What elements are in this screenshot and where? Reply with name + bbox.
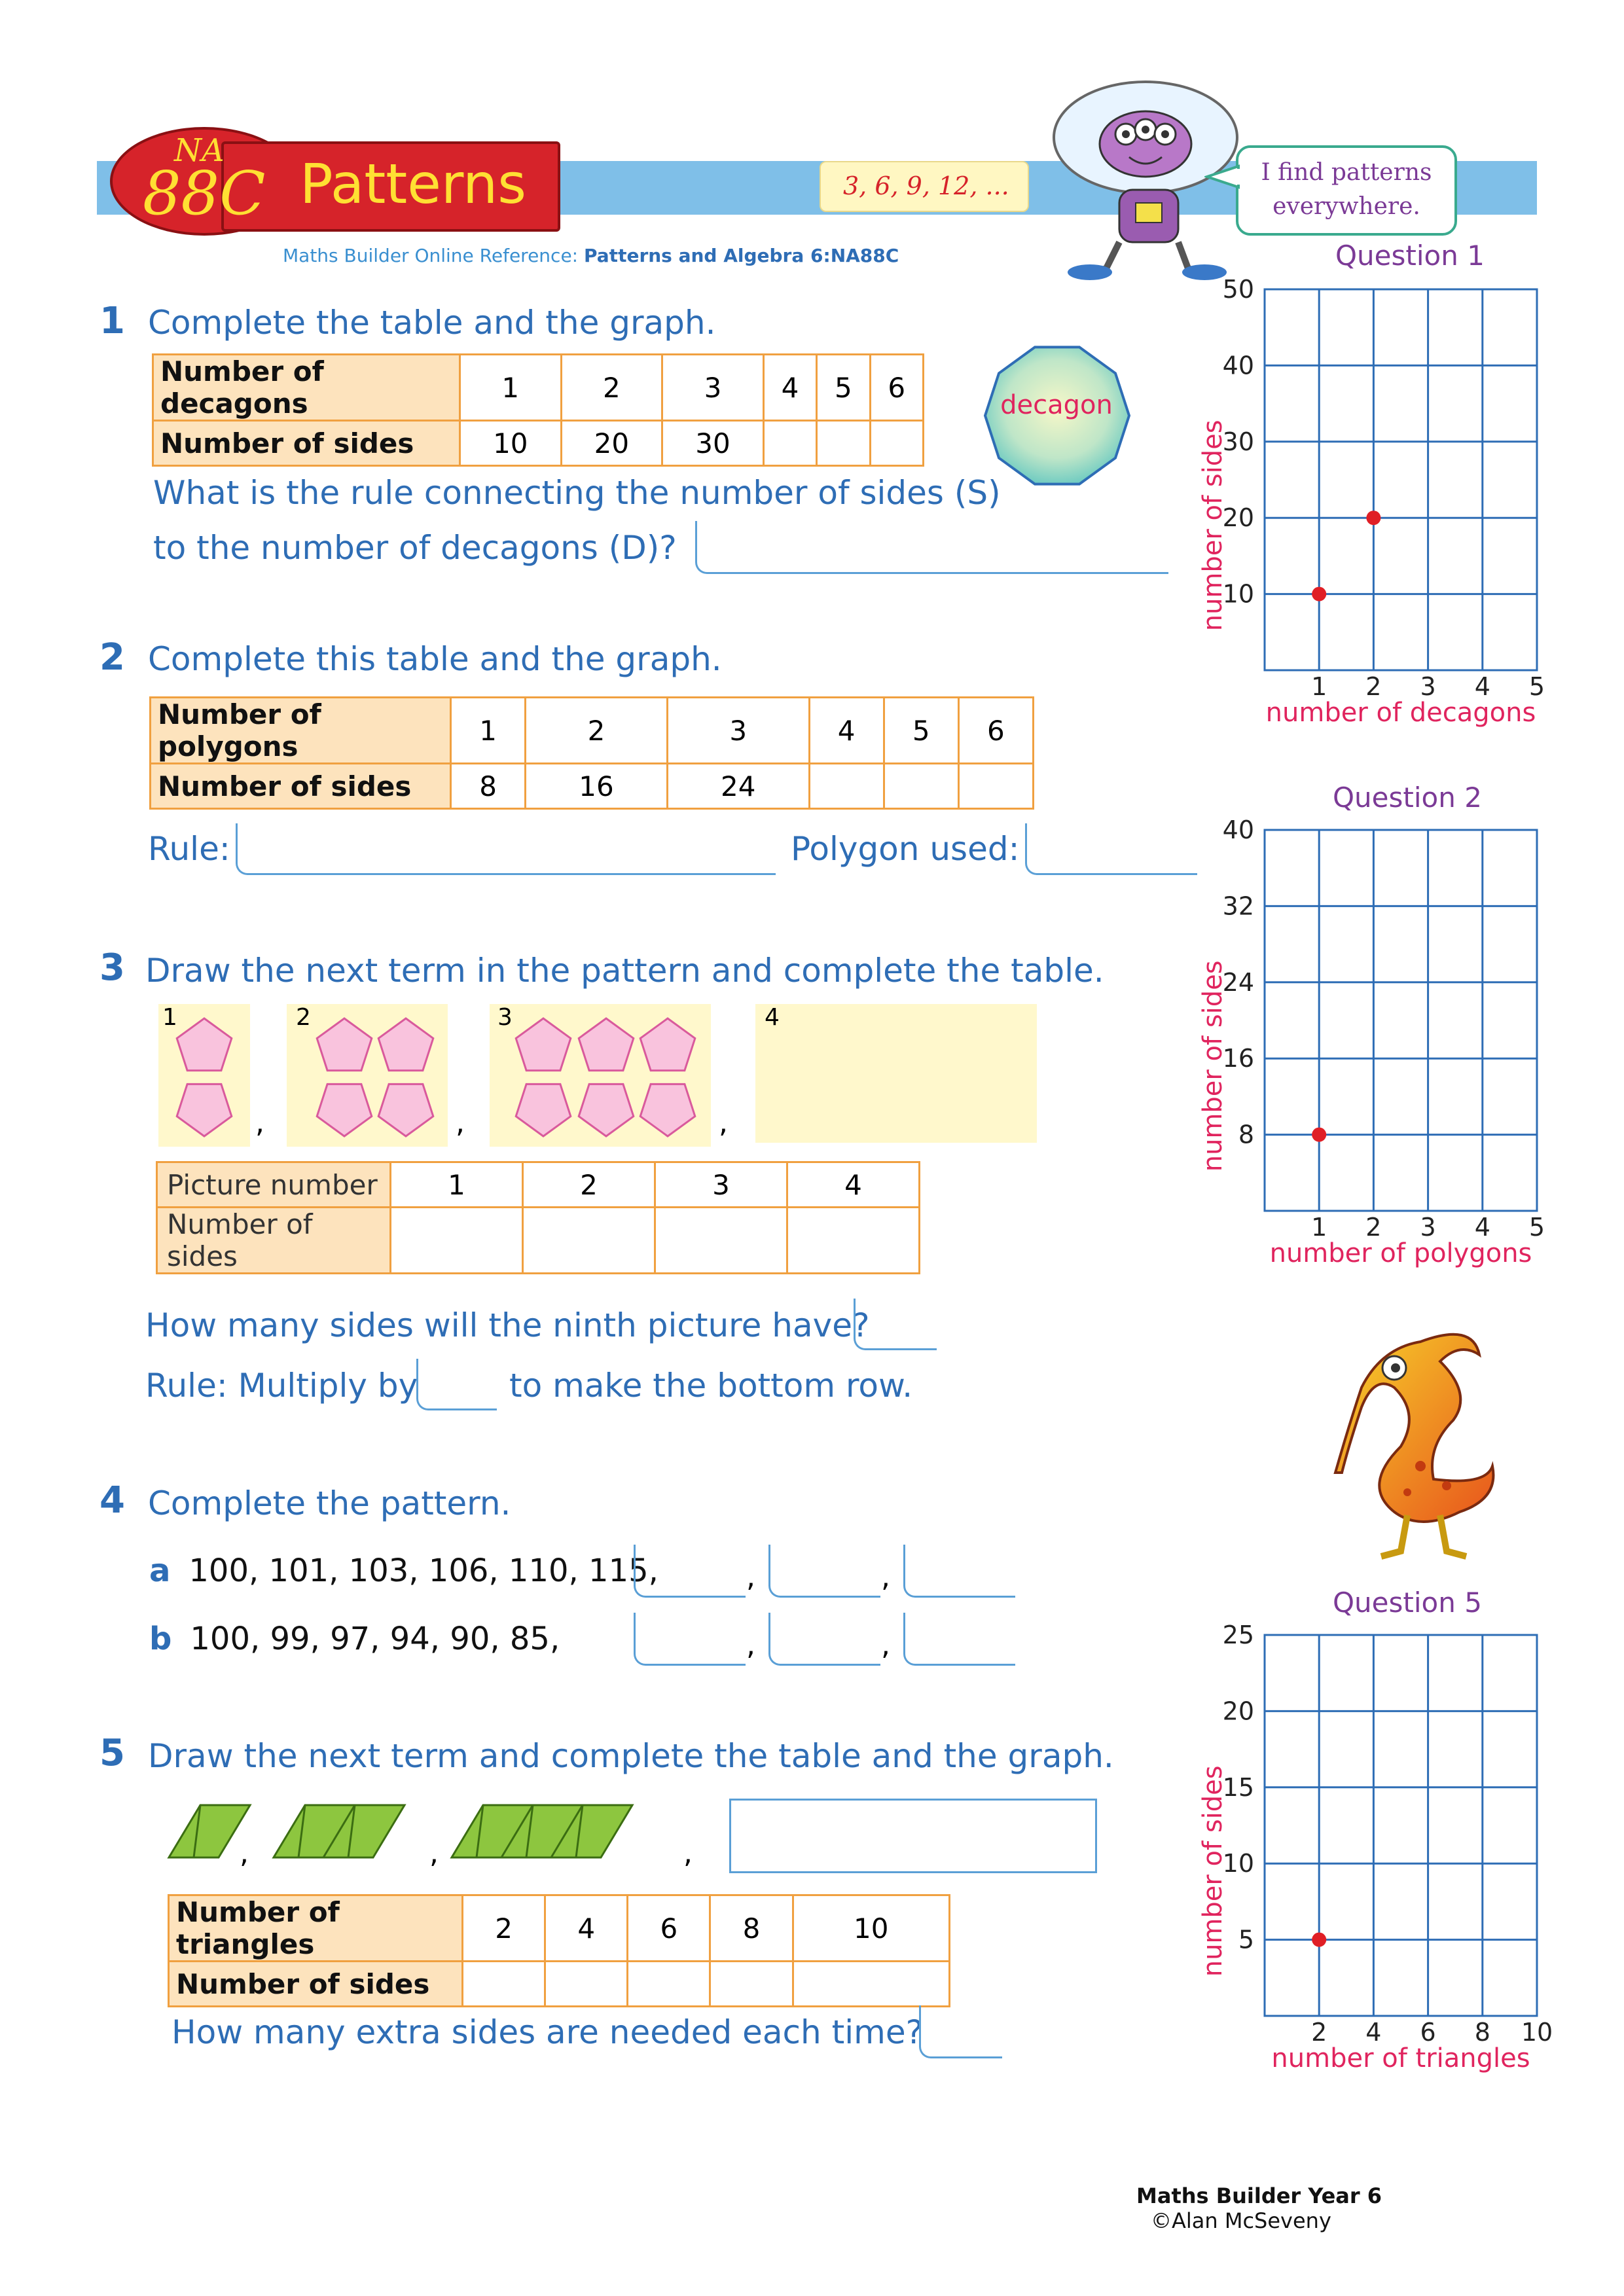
q2-cell: 8 [451,764,526,809]
graph-x-tick-label: 8 [1474,2018,1490,2047]
q3-cell: 4 [787,1162,920,1208]
graph-x-tick-label: 3 [1420,1213,1436,1242]
q3-cell: 2 [523,1162,655,1208]
graph-y-tick-label: 40 [1222,816,1254,844]
graph-frame [1265,830,1537,1211]
q2-polygon-answer-field[interactable] [1025,823,1197,875]
q5-cell: 10 [793,1895,950,1962]
q2-polygon-label: Polygon used: [791,830,1020,868]
graph-x-axis-label: number of polygons [1269,1238,1532,1268]
q2-cell: 1 [451,698,526,764]
q4a-answer-3[interactable] [903,1545,1015,1598]
graph-data-point [1366,511,1380,525]
graph1-title: Question 1 [1335,240,1485,272]
graph-x-tick-label: 3 [1420,672,1436,701]
q3-cell: 3 [655,1162,787,1208]
q5-table [168,1894,950,2007]
graph-y-tick-label: 20 [1222,503,1254,533]
graph-x-tick-label: 6 [1420,2018,1436,2047]
q3-instruction: Draw the next term in the pattern and complete the table. [145,952,1104,990]
q3-row2-label: Number of sides [157,1208,391,1274]
q3-number: 3 [99,946,125,989]
speech-bubble: I find patterns everywhere. [1236,145,1457,236]
q2-cell: 6 [958,698,1033,764]
q2-instruction: Complete this table and the graph. [148,640,722,678]
graph-x-axis-label: number of decagons [1265,698,1536,728]
graph-data-point [1312,1933,1326,1947]
q3-picture-2: 2 [287,1004,448,1147]
q5-answer-cell[interactable] [793,1962,950,2007]
q1-answer-cell[interactable] [870,421,923,466]
q5-cell: 4 [545,1895,628,1962]
q3-ninth-answer-field[interactable] [854,1299,937,1350]
q1-cell: 20 [561,421,662,466]
footer-copyright: ©Alan McSeveny [1151,2208,1331,2233]
q5-number: 5 [99,1732,125,1774]
q3-cell: 1 [391,1162,523,1208]
q3-row1-label: Picture number [157,1162,391,1208]
sequence-tag: 3, 6, 9, 12, ... [820,161,1029,212]
q4a-comma: , [746,1560,755,1594]
q1-cell: 1 [460,355,562,421]
q4a-letter: a [149,1552,171,1589]
q1-instruction: Complete the table and the graph. [148,304,716,342]
q2-answer-cell[interactable] [884,764,958,809]
graph-frame [1265,1635,1537,2016]
graph-y-tick-label: 40 [1222,351,1254,380]
graph3-title: Question 5 [1333,1587,1482,1619]
q5-answer-cell[interactable] [710,1962,793,2007]
graph-question-5[interactable] [1191,1621,1558,2092]
q4-instruction: Complete the pattern. [148,1484,511,1522]
q1-cell: 6 [870,355,923,421]
graph-data-point [1312,1128,1326,1142]
q4-number: 4 [99,1479,125,1522]
q5-cell: 2 [463,1895,545,1962]
q1-cell: 5 [817,355,870,421]
q5-row-triangles [169,1895,950,1962]
graph-x-tick-label: 4 [1365,2018,1382,2047]
graph-x-tick-label: 10 [1521,2018,1553,2047]
q5-answer-cell[interactable] [628,1962,710,2007]
q5-comma: , [683,1837,693,1870]
q1-cell: 10 [460,421,562,466]
q2-answer-cell[interactable] [958,764,1033,809]
badge-na: NA [174,132,225,169]
q4b-comma: , [881,1628,890,1662]
graph-x-tick-label: 4 [1474,1213,1490,1242]
q5-cell: 6 [628,1895,710,1962]
q5-question: How many extra sides are needed each time? [171,2013,924,2051]
q3-answer-cell[interactable] [787,1208,920,1274]
graph-question-1[interactable] [1191,275,1558,746]
graph-frame [1265,289,1537,670]
q5-triangle-pattern [0,0,720,1885]
q1-cell: 3 [662,355,764,421]
q5-row2-label: Number of sides [169,1962,463,2007]
q3-rule-prefix: Rule: Multiply by [145,1367,418,1405]
q1-answer-cell[interactable] [817,421,870,466]
q2-row2-label: Number of sides [151,764,451,809]
page-title: Patterns [300,152,526,216]
graph-y-tick-label: 50 [1222,275,1254,304]
q4a-sequence: a 100, 101, 103, 106, 110, 115, [149,1552,659,1589]
q4a-answer-2[interactable] [768,1545,880,1598]
graph-data-point [1312,587,1326,601]
q4b-answer-3[interactable] [903,1613,1015,1666]
q4a-comma: , [881,1560,890,1594]
triangle-strip-shape [169,1805,250,1857]
graph-y-tick-label: 10 [1222,579,1254,609]
q3-comma: , [719,1106,728,1139]
graph-x-tick-label: 4 [1474,672,1490,701]
q5-extra-sides-answer-field[interactable] [919,2005,1002,2058]
graph-x-tick-label: 1 [1311,672,1327,701]
q2-cell: 24 [667,764,809,809]
graph-question-2[interactable] [1191,816,1558,1287]
graph-y-tick-label: 25 [1222,1621,1254,1649]
q2-cell: 3 [667,698,809,764]
q1-row1-label: Number of decagons [153,355,460,421]
q3-question: How many sides will the ninth picture have? [145,1306,870,1344]
q3-picture-1: 1 [158,1004,250,1147]
decagon-label: decagon [1000,390,1113,420]
graph2-title: Question 2 [1333,781,1482,814]
q1-row2-label: Number of sides [153,421,460,466]
graph-x-tick-label: 5 [1528,672,1545,701]
q4b-sequence: b 100, 99, 97, 94, 90, 85, [149,1621,560,1657]
q5-answer-cell[interactable] [463,1962,545,2007]
graph-x-tick-label: 2 [1365,1213,1382,1242]
q5-instruction: Draw the next term and complete the table and the graph. [148,1737,1114,1775]
graph-y-tick-label: 20 [1222,1696,1254,1726]
dragon-mascot-illustration [1322,1316,1519,1564]
graph-y-tick-label: 5 [1238,1925,1254,1954]
q1-question-line2: to the number of decagons (D)? [153,529,677,567]
q4b-answer-2[interactable] [768,1613,880,1666]
q1-cell: 4 [763,355,816,421]
q3-comma: , [255,1106,264,1139]
q2-cell: 2 [526,698,668,764]
q3-picture-4-drawing-area[interactable]: 4 [755,1004,1037,1143]
graph-y-tick-label: 32 [1222,891,1254,921]
q5-comma: , [429,1837,439,1870]
badge-code: 88C [143,158,266,228]
q2-rule-label: Rule: [148,830,230,868]
graph-y-tick-label: 15 [1222,1772,1254,1802]
graph-y-axis-label: number of sides [1198,960,1228,1172]
graph-y-tick-label: 8 [1238,1120,1254,1149]
q5-row1-label: Number of triangles [169,1895,463,1962]
graph-y-axis-label: number of sides [1198,420,1228,632]
q3-rule-suffix: to make the bottom row. [509,1367,913,1405]
speech-bubble-tail [1204,164,1241,190]
graph-y-tick-label: 24 [1222,967,1254,997]
q3-comma: , [456,1106,465,1139]
q2-cell: 16 [526,764,668,809]
graph-y-tick-label: 30 [1222,427,1254,456]
graph-x-tick-label: 2 [1311,2018,1327,2047]
q1-question-line1: What is the rule connecting the number of sides (S) [153,474,1001,512]
q1-cell: 2 [561,355,662,421]
q3-picture-3: 3 [490,1004,711,1147]
graph-x-axis-label: number of triangles [1271,2043,1530,2073]
q4b-letter: b [149,1621,172,1657]
q5-answer-cell[interactable] [545,1962,628,2007]
q5-comma: , [240,1837,249,1870]
graph-x-tick-label: 2 [1365,672,1382,701]
q1-cell: 30 [662,421,764,466]
q2-row1-label: Number of polygons [151,698,451,764]
triangle-strip-shape [452,1805,632,1857]
footer-book: Maths Builder Year 6 [1136,2183,1382,2208]
online-reference: Maths Builder Online Reference: Patterns and Algebra 6:NA88C [283,245,899,266]
q5-cell: 8 [710,1895,793,1962]
graph-y-tick-label: 10 [1222,1849,1254,1878]
graph-y-tick-label: 16 [1222,1044,1254,1073]
graph-x-tick-label: 1 [1311,1213,1327,1242]
q2-answer-cell[interactable] [809,764,884,809]
graph-y-axis-label: number of sides [1198,1765,1228,1977]
q2-cell: 4 [809,698,884,764]
q5-row-sides [169,1962,950,2007]
q5-next-term-drawing-area[interactable] [729,1799,1097,1873]
q2-number: 2 [99,636,125,679]
q1-number: 1 [99,300,125,342]
q2-cell: 5 [884,698,958,764]
q4b-comma: , [746,1628,755,1662]
graph-x-tick-label: 5 [1528,1213,1545,1242]
